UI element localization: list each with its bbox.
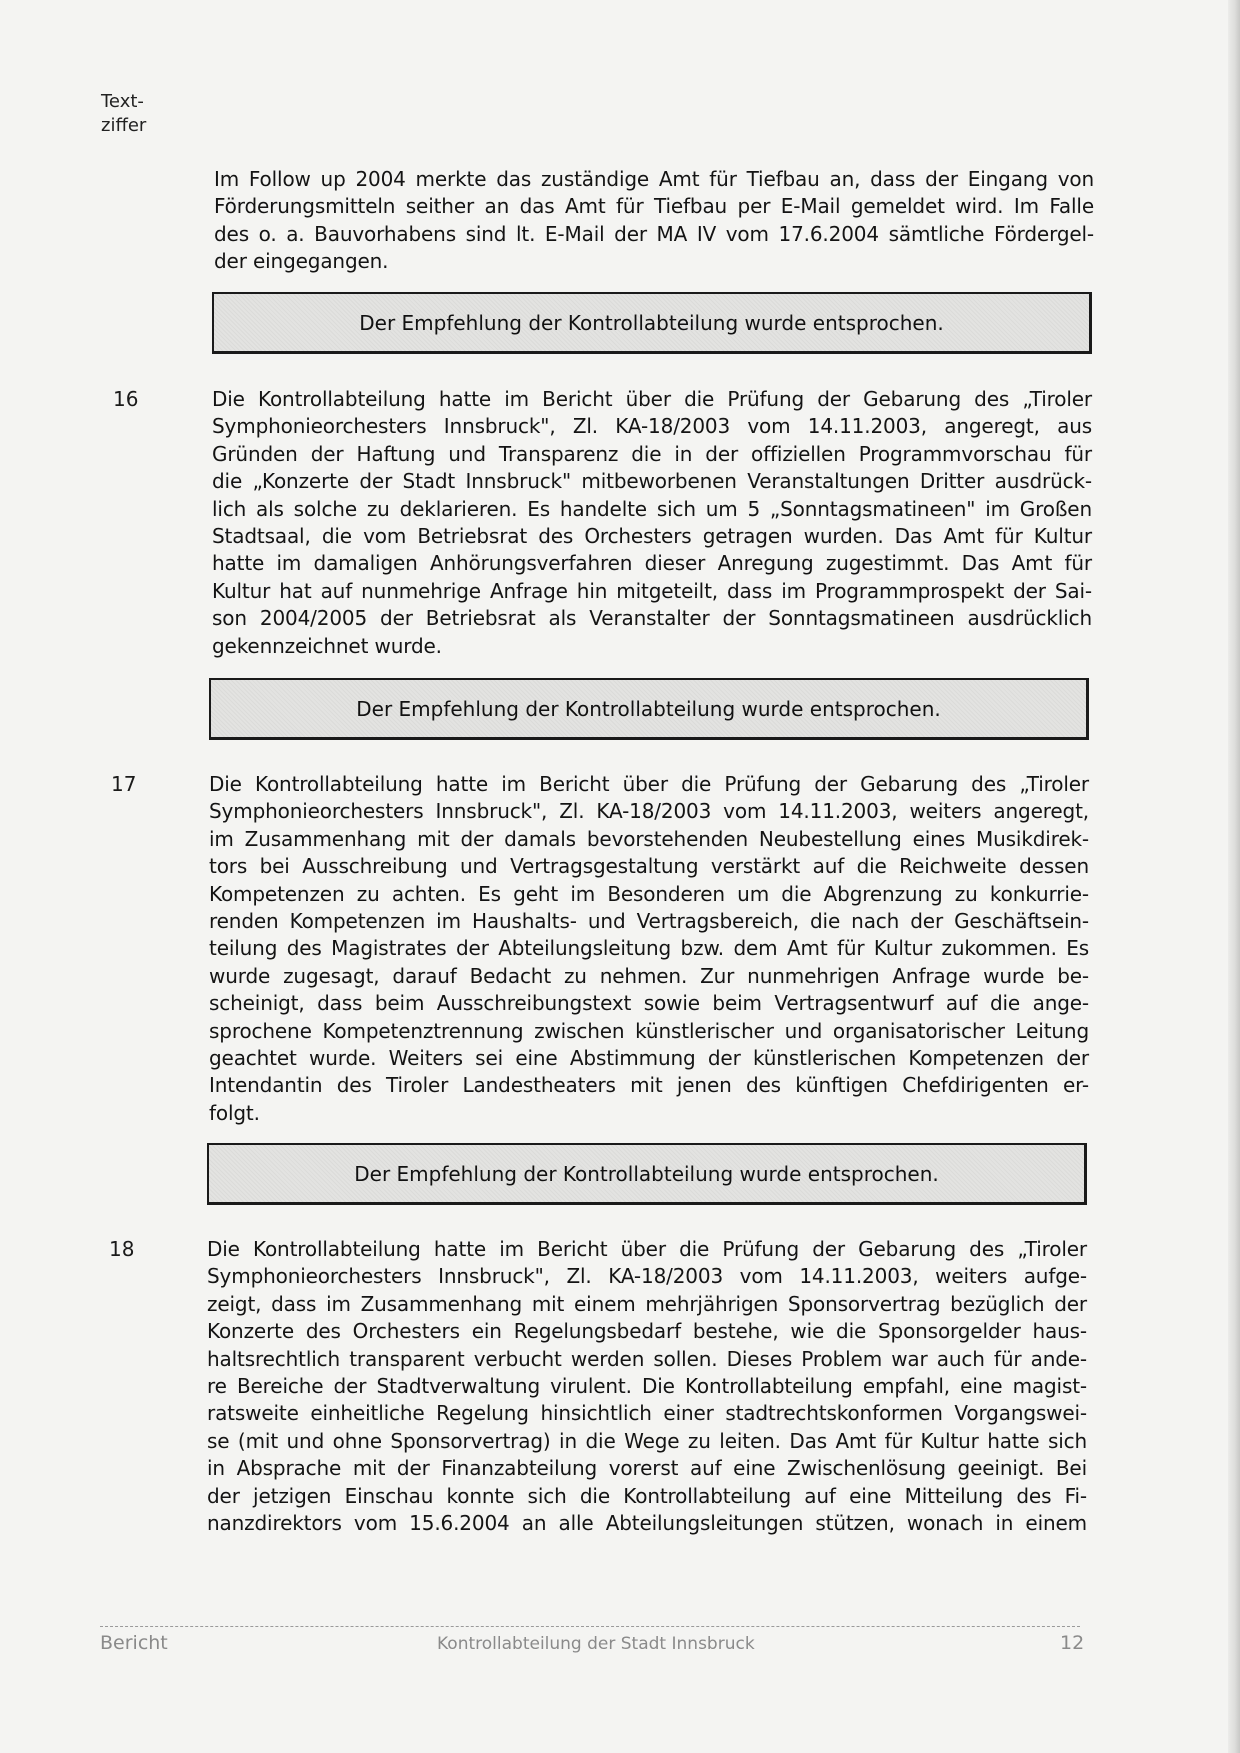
paragraph-line: Die Kontrollabteilung hatte im Bericht über die Prüfung der Gebarung des „Tiroler (212, 387, 1092, 411)
paragraph-line: Die Kontrollabteilung hatte im Bericht über die Prüfung der Gebarung des „Tiroler (207, 1237, 1087, 1261)
paragraph-line: son 2004/2005 der Betriebsrat als Veranstalter der Sonntagsmatineen ausdrücklich (212, 606, 1092, 631)
paragraph-line: Symphonieorchesters Innsbruck", Zl. KA-18/2003 vom 14.11.2003, weiters aufge- (207, 1264, 1087, 1289)
paragraph-line: Die Kontrollabteilung hatte im Bericht über die Prüfung der Gebarung des „Tiroler (209, 772, 1089, 796)
paragraph-line: Symphonieorchesters Innsbruck", Zl. KA-18/2003 vom 14.11.2003, weiters angeregt, (209, 799, 1089, 824)
paragraph-line: in Absprache mit der Finanzabteilung vorerst auf eine Zwischenlösung geeinigt. Bei (207, 1456, 1087, 1481)
paragraph-line: tors bei Ausschreibung und Vertragsgestaltung verstärkt auf die Reichweite dessen (209, 854, 1089, 879)
intro-line: der eingegangen. (214, 249, 389, 274)
intro-paragraph (214, 166, 1094, 276)
recommendation-text: Der Empfehlung der Kontrollabteilung wurde entsprochen. (356, 696, 941, 721)
margin-label-textziffer (101, 90, 181, 138)
paragraph-number-18: 18 (109, 1237, 135, 1261)
paragraph-line: re Bereiche der Stadtverwaltung virulent. Die Kontrollabteilung empfahl, eine magist- (207, 1374, 1087, 1399)
paragraph-line: nanzdirektors vom 15.6.2004 an alle Abteilungsleitungen stützen, wonach in einem (207, 1511, 1087, 1536)
paragraph-16 (212, 386, 1092, 660)
paragraph-line: scheinigt, dass beim Ausschreibungstext sowie beim Vertragsentwurf auf die ange- (209, 991, 1089, 1016)
paragraph-18 (207, 1236, 1087, 1537)
paragraph-line: die „Konzerte der Stadt Innsbruck" mitbeworbenen Veranstaltungen Dritter ausdrück- (212, 469, 1092, 494)
scan-edge (1228, 0, 1240, 1753)
recommendation-text: Der Empfehlung der Kontrollabteilung wurde entsprochen. (354, 1161, 939, 1186)
paragraph-line: im Zusammenhang mit der damals bevorstehenden Neubestellung eines Musikdirek- (209, 826, 1089, 851)
footer-report-label: Bericht (100, 1632, 168, 1654)
footer-divider (100, 1626, 1080, 1627)
paragraph-line: Stadtsaal, die vom Betriebsrat des Orchesters getragen wurden. Das Amt für Kultur (212, 524, 1092, 549)
paragraph-number-16: 16 (113, 387, 139, 411)
paragraph-line: teilung des Magistrates der Abteilungsleitung bzw. dem Amt für Kultur zukommen. Es (209, 936, 1089, 961)
paragraph-line: Konzerte des Orchesters ein Regelungsbedarf bestehe, wie die Sponsorgelder haus- (207, 1319, 1087, 1344)
intro-line: des o. a. Bauvorhabens sind lt. E-Mail der MA IV vom 17.6.2004 sämtliche Fördergel- (214, 221, 1094, 246)
paragraph-line: Gründen der Haftung und Transparenz die in der offiziellen Programmvorschau für (212, 441, 1092, 466)
paragraph-line: der jetzigen Einschau konnte sich die Kontrollabteilung auf eine Mitteilung des Fi- (207, 1483, 1087, 1508)
paragraph-line: Kultur hat auf nunmehrige Anfrage hin mitgeteilt, dass im Programmprospekt der Sai- (212, 578, 1092, 603)
paragraph-line: lich als solche zu deklarieren. Es handelte sich um 5 „Sonntagsmatineen" im Großen (212, 496, 1092, 521)
recommendation-box-3 (207, 1143, 1087, 1205)
paragraph-line: haltsrechtlich transparent verbucht werden sollen. Dieses Problem war auch für ande- (207, 1346, 1087, 1371)
paragraph-line: gekennzeichnet wurde. (212, 633, 442, 658)
paragraph-line: ratsweite einheitliche Regelung hinsichtlich einer stadtrechtskonformen Vorgangswei- (207, 1401, 1087, 1426)
paragraph-line: renden Kompetenzen im Haushalts- und Vertragsbereich, die nach der Geschäftsein- (209, 909, 1089, 934)
paragraph-17 (209, 771, 1089, 1127)
paragraph-line: folgt. (209, 1100, 260, 1125)
recommendation-text: Der Empfehlung der Kontrollabteilung wurde entsprochen. (359, 310, 944, 335)
paragraph-number-17: 17 (111, 772, 137, 796)
paragraph-line: hatte im damaligen Anhörungsverfahren dieser Anregung zugestimmt. Das Amt für (212, 551, 1092, 576)
paragraph-line: Symphonieorchesters Innsbruck", Zl. KA-18/2003 vom 14.11.2003, angeregt, aus (212, 414, 1092, 439)
intro-line: Im Follow up 2004 merkte das zuständige Amt für Tiefbau an, dass der Eingang von (214, 167, 1094, 191)
paragraph-line: zeigt, dass im Zusammenhang mit einem mehrjährigen Sponsorvertrag bezüglich der (207, 1291, 1087, 1316)
margin-label-line-1: Text- (101, 91, 144, 112)
paragraph-line: Kompetenzen zu achten. Es geht im Besonderen um die Abgrenzung zu konkurrie- (209, 881, 1089, 906)
intro-line: Förderungsmitteln seither an das Amt für Tiefbau per E-Mail gemeldet wird. Im Falle (214, 194, 1094, 219)
margin-label-line-2: ziffer (101, 115, 147, 136)
footer-organization: Kontrollabteilung der Stadt Innsbruck (437, 1634, 755, 1654)
recommendation-box-1 (212, 292, 1092, 354)
paragraph-line: wurde zugesagt, darauf Bedacht zu nehmen. Zur nunmehrigen Anfrage wurde be- (209, 963, 1089, 988)
recommendation-box-2 (209, 678, 1089, 740)
paragraph-line: geachtet wurde. Weiters sei eine Abstimmung der künstlerischen Kompetenzen der (209, 1046, 1089, 1071)
page-number: 12 (1060, 1632, 1085, 1654)
paragraph-line: sprochene Kompetenztrennung zwischen künstlerischer und organisatorischer Leitung (209, 1018, 1089, 1043)
paragraph-line: se (mit und ohne Sponsorvertrag) in die Wege zu leiten. Das Amt für Kultur hatte sich (207, 1428, 1087, 1453)
paragraph-line: Intendantin des Tiroler Landestheaters mit jenen des künftigen Chefdirigenten er- (209, 1073, 1089, 1098)
